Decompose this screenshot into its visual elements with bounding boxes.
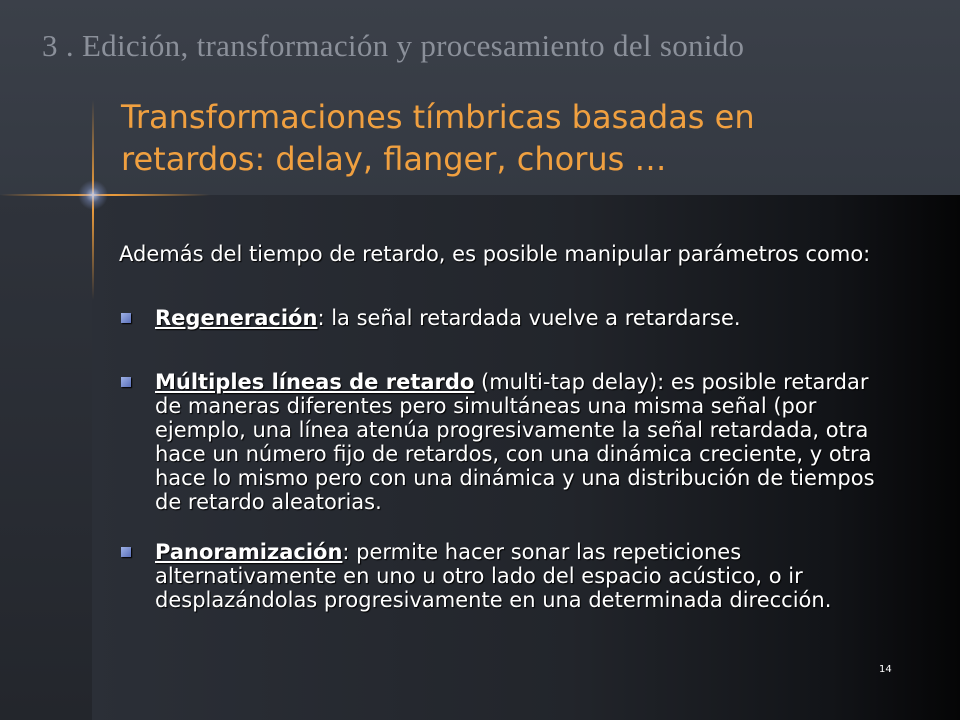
bullet-text: (multi-tap delay): es posible retardar de maneras diferentes pero simultáneas una misma señal (por ejemplo, una línea atenúa progresivamente la señal retardada, otra hace un número fijo de retardos, con una dinámica creciente, y otra hace lo mismo pero con una dinámica y una distribución de tiempos de retardo aleatorias. (155, 370, 875, 514)
bullet-term: Múltiples líneas de retardo (155, 370, 475, 394)
slide-title-line-2: retardos: delay, flanger, chorus … (121, 140, 667, 178)
bullet-item-regeneracion (119, 306, 894, 330)
square-bullet-icon (121, 313, 131, 323)
left-column (0, 195, 92, 720)
bullet-item-panoramizacion (119, 540, 894, 612)
bullet-term: Regeneración (155, 306, 318, 330)
bullet-item-multiples-lineas (119, 370, 894, 514)
square-bullet-icon (121, 547, 131, 557)
bullet-text: : la señal retardada vuelve a retardarse. (317, 306, 741, 330)
section-heading: 3 . Edición, transformación y procesamiento del sonido (42, 28, 745, 63)
bullet-text: : permite hacer sonar las repeticiones alternativamente en uno u otro lado del espacio acústico, o ir desplazándolas progresivamente en una determinada dirección. (155, 540, 832, 612)
slide-body (119, 242, 894, 638)
slide-title-line-1: Transformaciones tímbricas basadas en (121, 98, 755, 136)
intro-paragraph: Además del tiempo de retardo, es posible manipular parámetros como: (119, 242, 871, 266)
bullet-list (119, 306, 894, 612)
page-number: 14 (879, 664, 892, 675)
slide-title (121, 96, 921, 180)
square-bullet-icon (121, 377, 131, 387)
bullet-term: Panoramización (155, 540, 343, 564)
accent-glow (78, 180, 108, 210)
